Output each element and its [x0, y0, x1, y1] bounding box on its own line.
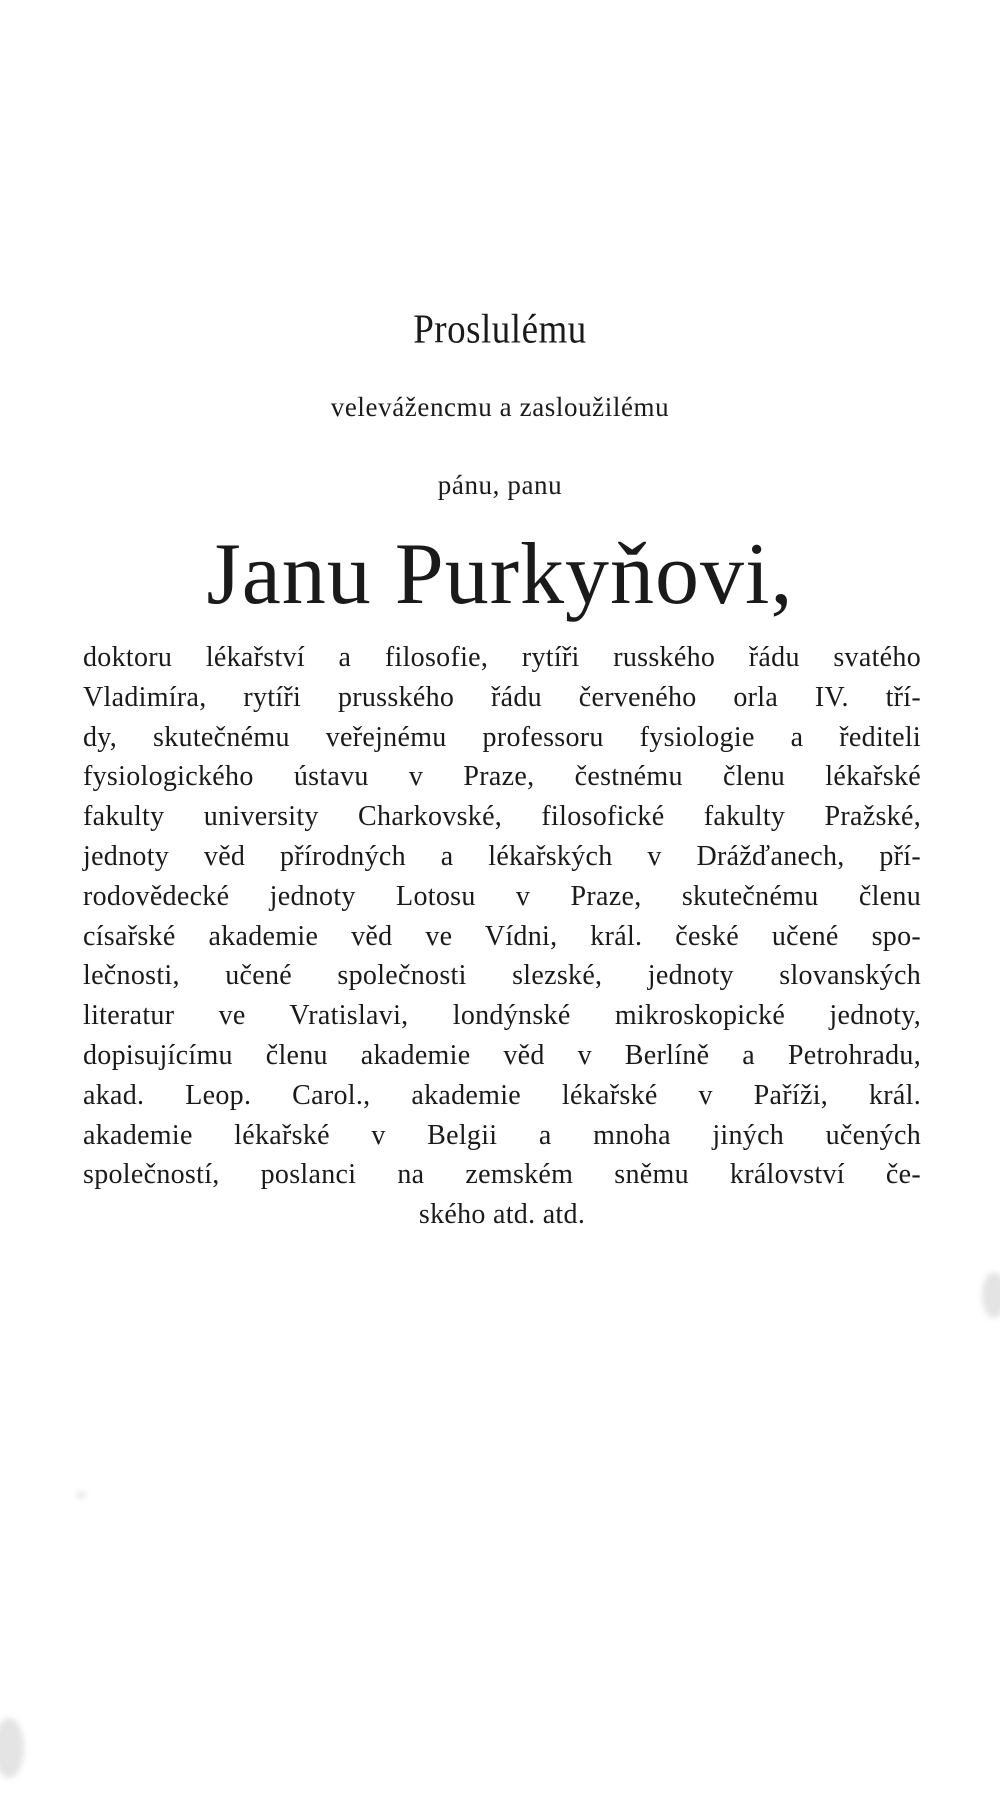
titles-line: společností, poslanci na zemském sněmu království če- — [83, 1159, 921, 1191]
titles-line: literatur ve Vratislavi, londýnské mikroskopické jednoty, — [83, 1000, 921, 1032]
titles-line: fakulty university Charkovské, filosofické fakulty Pražské, — [83, 801, 921, 833]
titles-line: akademie lékařské v Belgii a mnoha jiných učených — [83, 1119, 921, 1151]
honoree-titles — [83, 638, 921, 1235]
titles-line: dopisujícímu členu akademie věd v Berlíně a Petrohradu, — [83, 1039, 921, 1071]
titles-line: Vladimíra, rytíři prusského řádu červeného orla IV. tří- — [83, 681, 921, 713]
titles-line: doktoru lékařství a filosofie, rytíři rusského řádu svatého — [83, 642, 921, 673]
titles-line: akad. Leop. Carol., akademie lékařské v Paříži, král. — [83, 1079, 921, 1111]
titles-line: lečnosti, učené společnosti slezské, jednoty slovanských — [83, 960, 921, 992]
dedication-address: pánu, panu — [437, 470, 563, 500]
dedication-subheading: velevážencmu a zasloužilému — [330, 392, 670, 422]
honoree-name: Janu Purkyňovi, — [206, 526, 794, 623]
scan-smudge — [982, 1272, 1000, 1318]
scan-smudge — [76, 1492, 86, 1498]
scan-smudge — [0, 1718, 24, 1778]
titles-line: dy, skutečnému veřejnému professoru fysiologie a řediteli — [83, 721, 921, 753]
titles-line-last: ského atd. atd. — [418, 1199, 586, 1231]
titles-line: císařské akademie věd ve Vídni, král. české učené spo- — [83, 920, 921, 952]
titles-line: jednoty věd přírodných a lékařských v Drážďanech, pří- — [83, 840, 921, 872]
titles-line: rodovědecké jednoty Lotosu v Praze, skutečnému členu — [83, 880, 921, 912]
dedication-heading: Proslulému — [413, 306, 587, 353]
titles-line: fysiologického ústavu v Praze, čestnému členu lékařské — [83, 761, 921, 793]
